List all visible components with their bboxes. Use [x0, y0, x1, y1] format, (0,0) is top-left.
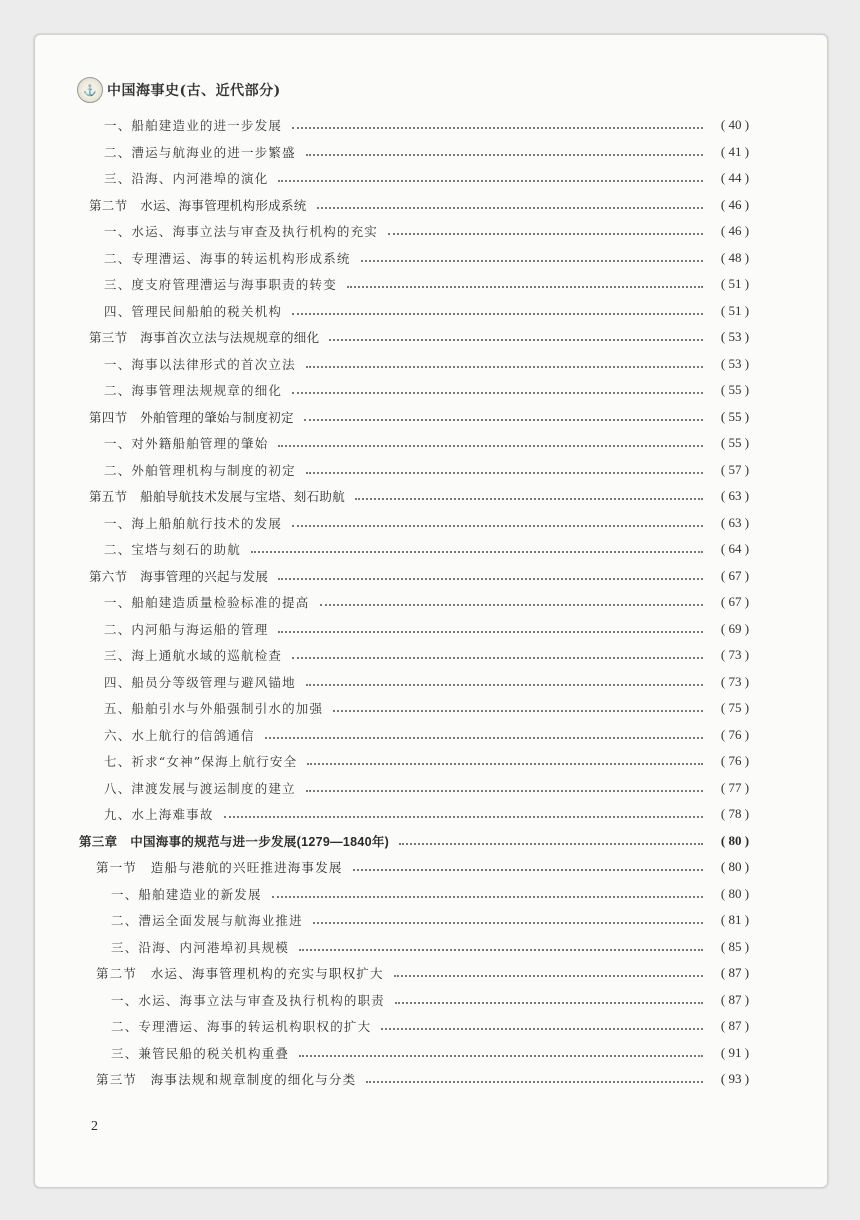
dot-leader [347, 286, 703, 288]
toc-entry-title: 第三章 中国海事的规范与进一步发展(1279—1840年) [79, 834, 390, 849]
toc-entry-item[interactable] [104, 168, 755, 188]
toc-entry-page: ( 46 ) [720, 223, 750, 238]
dot-leader [304, 419, 703, 421]
toc-entry-page: ( 67 ) [720, 594, 750, 609]
dot-leader [394, 975, 703, 977]
toc-entry-title: 第一节 造船与港航的兴旺推进海事发展 [96, 861, 343, 875]
dot-leader [272, 896, 703, 898]
toc-entry-page: ( 80 ) [720, 859, 750, 874]
dot-leader [306, 366, 703, 368]
toc-entry-title: 一、海事以法律形式的首次立法 [104, 356, 296, 372]
toc-entry-page: ( 63 ) [720, 514, 750, 530]
dot-leader [366, 1081, 703, 1083]
toc-entry-title: 第三节 海事法规和规章制度的细化与分类 [96, 1073, 357, 1087]
toc-entry-page: ( 55 ) [720, 435, 750, 450]
toc-entry-page: ( 73 ) [720, 647, 750, 662]
toc-entry-item[interactable] [104, 513, 755, 533]
dot-leader [307, 763, 703, 765]
toc-entry-section[interactable] [89, 486, 755, 506]
toc-entry-item[interactable] [104, 804, 755, 824]
dot-leader [299, 949, 703, 951]
toc-entry-title: 三、海上通航水域的巡航检查 [104, 648, 283, 663]
toc-entry-section[interactable] [89, 566, 755, 586]
toc-entry-title: 第五节 船舶导航技术发展与宝塔、刻石助航 [89, 490, 346, 504]
toc-entry-title: 二、漕运全面发展与航海业推进 [111, 913, 303, 928]
toc-entry-page: ( 78 ) [720, 806, 750, 821]
toc-entry-title: 一、水运、海事立法与审查及执行机构的充实 [104, 224, 379, 239]
toc-entry-page: ( 93 ) [720, 1071, 750, 1086]
toc-entry-title: 一、水运、海事立法与审查及执行机构的职责 [111, 992, 386, 1008]
toc-entry-item[interactable] [104, 142, 755, 162]
toc-entry-item[interactable] [104, 725, 755, 745]
toc-entry-title: 四、管理民间船舶的税关机构 [104, 303, 283, 319]
dot-leader [292, 392, 703, 394]
toc-entry-page: ( 53 ) [720, 355, 750, 371]
toc-entry-section2[interactable] [96, 963, 755, 983]
toc-entry-page: ( 69 ) [720, 620, 750, 636]
toc-entry-item2[interactable] [111, 937, 755, 957]
toc-entry-item2[interactable] [111, 990, 755, 1010]
toc-entry-title: 一、船舶建造业的进一步发展 [104, 118, 283, 133]
toc-entry-page: ( 48 ) [720, 249, 750, 265]
dot-leader [395, 1002, 703, 1004]
toc-entry-title: 三、沿海、内河港埠初具规模 [111, 939, 290, 955]
toc-entry-page: ( 63 ) [720, 488, 750, 503]
toc-entry-page: ( 46 ) [720, 196, 750, 212]
toc-entry-title: 第二节 水运、海事管理机构的充实与职权扩大 [96, 967, 384, 981]
toc-entry-page: ( 67 ) [720, 567, 750, 583]
toc-entry-page: ( 41 ) [720, 143, 750, 159]
dot-leader [399, 843, 703, 845]
toc-entry-page: ( 51 ) [720, 302, 750, 318]
toc-entry-page: ( 73 ) [720, 673, 750, 689]
running-header [77, 77, 281, 103]
toc-entry-title: 七、祈求“女神”保海上航行安全 [104, 754, 298, 769]
dot-leader [388, 233, 703, 235]
dot-leader [381, 1028, 703, 1030]
toc-entry-page: ( 91 ) [720, 1044, 750, 1060]
dot-leader [292, 127, 703, 129]
toc-entry-page: ( 77 ) [720, 779, 750, 795]
toc-entry-item[interactable] [104, 115, 755, 135]
toc-entry-section[interactable] [89, 195, 755, 215]
dot-leader [278, 578, 703, 580]
toc-entry-page: ( 57 ) [720, 461, 750, 477]
dot-leader [292, 313, 703, 315]
toc-entry-item[interactable] [104, 698, 755, 718]
toc-entry-page: ( 51 ) [720, 276, 750, 291]
toc-entry-section2[interactable] [96, 1069, 755, 1089]
toc-entry-title: 二、宝塔与刻石的助航 [104, 542, 242, 557]
dot-leader [320, 604, 703, 606]
toc-entry-title: 一、对外籍船舶管理的肇始 [104, 436, 269, 451]
toc-entry-page: ( 64 ) [720, 541, 750, 556]
toc-entry-page: ( 85 ) [720, 938, 750, 954]
dot-leader [224, 816, 703, 818]
dot-leader [292, 525, 703, 527]
dot-leader [361, 260, 703, 262]
toc-entry-page: ( 87 ) [720, 965, 750, 980]
toc-entry-page: ( 87 ) [720, 1018, 750, 1033]
toc-entry-title: 五、船舶引水与外船强制引水的加强 [104, 701, 324, 716]
dot-leader [251, 551, 703, 553]
toc-entry-item[interactable] [104, 460, 755, 480]
toc-entry-title: 二、内河船与海运船的管理 [104, 621, 269, 637]
toc-entry-item[interactable] [104, 778, 755, 798]
toc-entry-page: ( 76 ) [720, 726, 750, 742]
dot-leader [278, 445, 703, 447]
toc-entry-page: ( 55 ) [720, 382, 750, 397]
toc-entry-title: 三、度支府管理漕运与海事职责的转变 [104, 277, 337, 292]
dot-leader [329, 339, 703, 341]
maritime-emblem-icon: ⚓ [77, 77, 103, 103]
toc-entry-item2[interactable] [111, 1016, 755, 1036]
toc-entry-title: 二、漕运与航海业的进一步繁盛 [104, 144, 296, 160]
dot-leader [306, 790, 703, 792]
toc-entry-page: ( 80 ) [720, 832, 750, 848]
toc-entry-section[interactable] [89, 327, 755, 347]
toc-entry-item[interactable] [104, 645, 755, 665]
toc-entry-section2[interactable] [96, 857, 755, 877]
toc-entry-item2[interactable] [111, 1043, 755, 1063]
toc-entry-section[interactable] [89, 407, 755, 427]
dot-leader [306, 684, 703, 686]
toc-entry-item[interactable] [104, 301, 755, 321]
toc-entry-title: 二、海事管理法规规章的细化 [104, 383, 283, 398]
toc-entry-page: ( 40 ) [720, 117, 750, 132]
toc-entry-title: 二、专理漕运、海事的转运机构职权的扩大 [111, 1019, 372, 1034]
dot-leader [299, 1055, 703, 1057]
toc-entry-item2[interactable] [111, 884, 755, 904]
toc-entry-item[interactable] [104, 354, 755, 374]
toc-entry-title: 六、水上航行的信鸽通信 [104, 727, 255, 743]
dot-leader [353, 869, 703, 871]
dot-leader [278, 180, 703, 182]
toc-entry-title: 四、船员分等级管理与避风锚地 [104, 674, 296, 690]
toc-entry-item[interactable] [104, 751, 755, 771]
toc-entry-title: 三、兼管民船的税关机构重叠 [111, 1045, 290, 1061]
toc-entry-item[interactable] [104, 592, 755, 612]
toc-entry-item[interactable] [104, 433, 755, 453]
toc-entry-item[interactable] [104, 274, 755, 294]
toc-entry-title: 一、船舶建造业的新发展 [111, 886, 262, 902]
book-page [34, 34, 828, 1188]
page-number: 2 [91, 1119, 98, 1134]
toc-entry-title: 第四节 外舶管理的肇始与制度初定 [89, 410, 294, 425]
toc-entry-item[interactable] [104, 221, 755, 241]
dot-leader [306, 154, 703, 156]
toc-entry-page: ( 87 ) [720, 991, 750, 1007]
toc-entry-title: 二、外舶管理机构与制度的初定 [104, 462, 296, 478]
toc-entry-item[interactable] [104, 539, 755, 559]
dot-leader [292, 657, 703, 659]
toc-entry-title: 二、专理漕运、海事的转运机构形成系统 [104, 250, 351, 266]
toc-entry-page: ( 53 ) [720, 329, 750, 344]
toc-entry-chapter[interactable] [79, 831, 755, 851]
book-title: 中国海事史(古、近代部分) [107, 83, 281, 99]
toc-entry-item[interactable] [104, 380, 755, 400]
toc-entry-title: 一、船舶建造质量检验标准的提高 [104, 595, 310, 610]
toc-entry-title: 第三节 海事首次立法与法规规章的细化 [89, 331, 320, 345]
toc-entry-title: 第六节 海事管理的兴起与发展 [89, 569, 269, 584]
toc-entry-page: ( 55 ) [720, 408, 750, 424]
dot-leader [333, 710, 703, 712]
dot-leader [355, 498, 703, 500]
toc-entry-page: ( 81 ) [720, 912, 750, 927]
toc-entry-title: 一、海上船舶航行技术的发展 [104, 515, 283, 531]
toc-entry-page: ( 76 ) [720, 753, 750, 768]
toc-entry-item2[interactable] [111, 910, 755, 930]
toc-entry-page: ( 44 ) [720, 170, 750, 185]
dot-leader [278, 631, 703, 633]
toc-entry-item[interactable] [104, 619, 755, 639]
dot-leader [313, 922, 703, 924]
toc-entry-title: 八、津渡发展与渡运制度的建立 [104, 780, 296, 796]
toc-entry-page: ( 80 ) [720, 885, 750, 901]
toc-entry-title: 九、水上海难事故 [104, 807, 214, 822]
toc-entry-page: ( 75 ) [720, 700, 750, 715]
dot-leader [265, 737, 703, 739]
toc-entry-title: 三、沿海、内河港埠的演化 [104, 171, 269, 186]
toc-entry-item[interactable] [104, 248, 755, 268]
dot-leader [306, 472, 703, 474]
dot-leader [317, 207, 703, 209]
toc-entry-title: 第二节 水运、海事管理机构形成系统 [89, 198, 307, 213]
toc-entry-item[interactable] [104, 672, 755, 692]
